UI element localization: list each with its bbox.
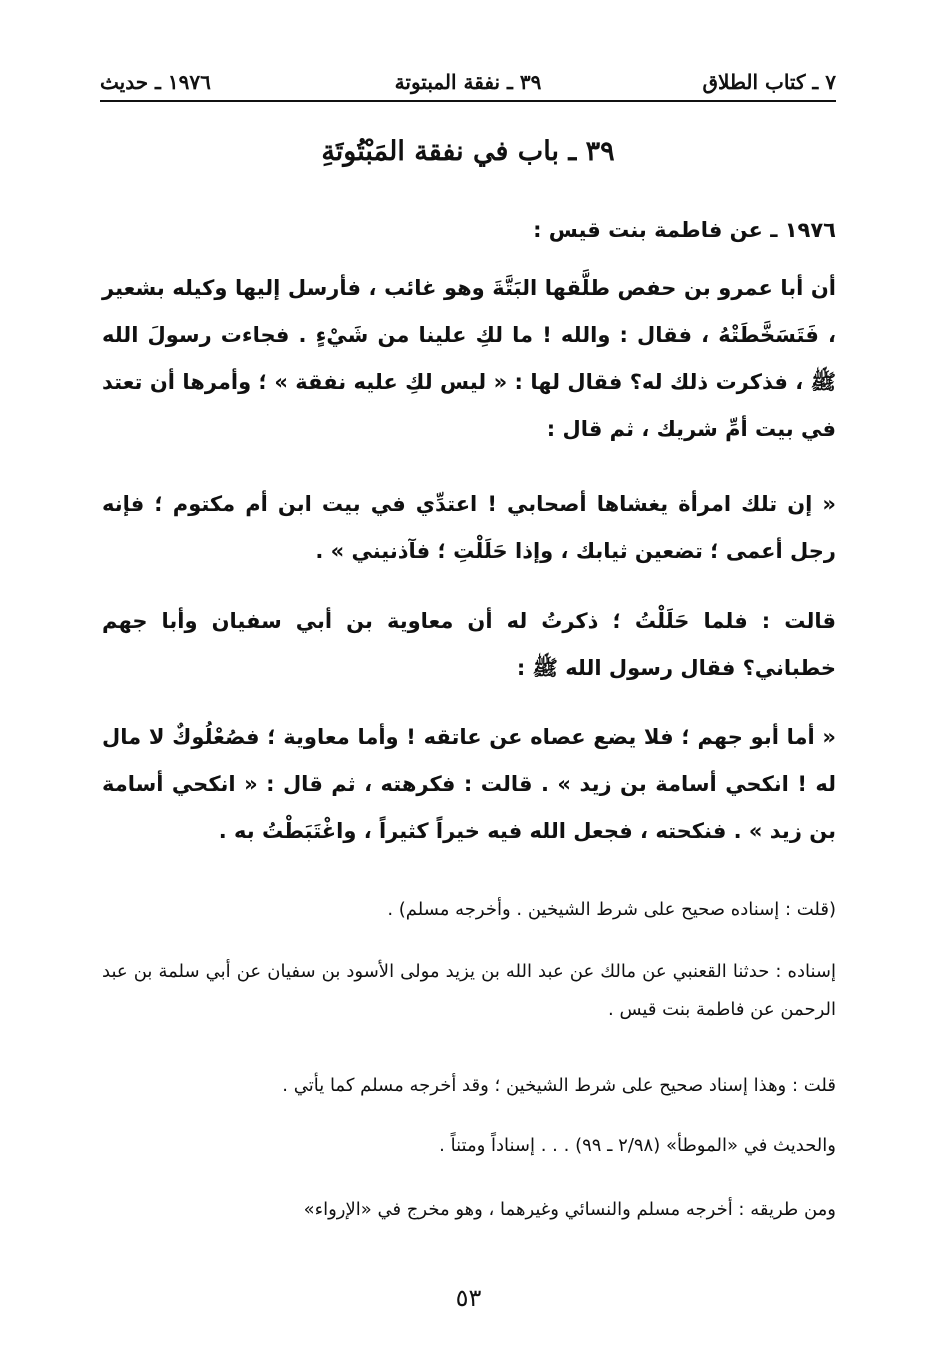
- hadith-paragraph-4: « أما أبو جهم ؛ فلا يضع عصاه عن عاتقه ! وأما معاوية ؛ فصُعْلُوكٌ لا مال له ! انكحي أسامة بن زيد » . قالت : فكرهته ، ثم قال : « انكحي أسامة بن زيد » . فنكحته ، فجعل الله فيه خيراً كثيراً ، واغْتَبَطْتُ به .: [102, 725, 836, 843]
- chapter-title: ٣٩ ـ باب في نفقة المَبْتُوتَةِ: [321, 136, 615, 167]
- page-number: ٥٣: [455, 1284, 482, 1312]
- header-book-chapter: ٧ ـ كتاب الطلاق: [702, 70, 836, 94]
- hadith-paragraph-3: قالت : فلما حَلَلْتُ ؛ ذكرتُ له أن معاوية بن أبي سفيان وأبا جهم خطباني؟ فقال رسول الله ﷺ :: [102, 609, 836, 680]
- header-divider: [100, 100, 836, 102]
- running-header: [100, 66, 836, 100]
- editor-note-grading: (قلت : إسناده صحيح على شرط الشيخين . وأخرجه مسلم) .: [387, 899, 836, 920]
- commentary-paragraph-1: قلت : وهذا إسناد صحيح على شرط الشيخين ؛ وقد أخرجه مسلم كما يأتي .: [282, 1075, 836, 1096]
- header-hadith-number: ١٩٧٦ ـ حديث: [100, 70, 211, 94]
- isnad-paragraph: إسناده : حدثنا القعنبي عن مالك عن عبد الله بن يزيد مولى الأسود بن سفيان عن أبي سلمة بن عبد الرحمن عن فاطمة بنت قيس .: [102, 961, 836, 1020]
- hadith-intro: ١٩٧٦ ـ عن فاطمة بنت قيس :: [533, 218, 836, 242]
- commentary-paragraph-2: والحديث في «الموطأ» (٢/٩٨ ـ ٩٩) . . . إسناداً ومتناً .: [439, 1135, 836, 1156]
- commentary-paragraph-3: ومن طريقه : أخرجه مسلم والنسائي وغيرهما ، وهو مخرج في «الإرواء»: [303, 1199, 836, 1220]
- header-section-title: ٣٩ ـ نفقة المبتوتة: [394, 70, 542, 94]
- hadith-paragraph-1: أن أبا عمرو بن حفص طلَّقها البَتَّةَ وهو غائب ، فأرسل إليها وكيله بشعير ، فَتَسَخَّطَتْهُ ، فقال : والله ! ما لكِ علينا من شَيْءٍ . فجاءت رسولَ الله ﷺ ، فذكرت ذلك له؟ فقال لها : « ليس لكِ عليه نفقة » ؛ وأمرها أن تعتد في بيت أمِّ شريك ، ثم قال :: [102, 276, 836, 441]
- hadith-paragraph-2: « إن تلك امرأة يغشاها أصحابي ! اعتدِّي في بيت ابن أم مكتوم ؛ فإنه رجل أعمى ؛ تضعين ثيابك ، وإذا حَلَلْتِ ؛ فآذنيني » .: [102, 492, 836, 563]
